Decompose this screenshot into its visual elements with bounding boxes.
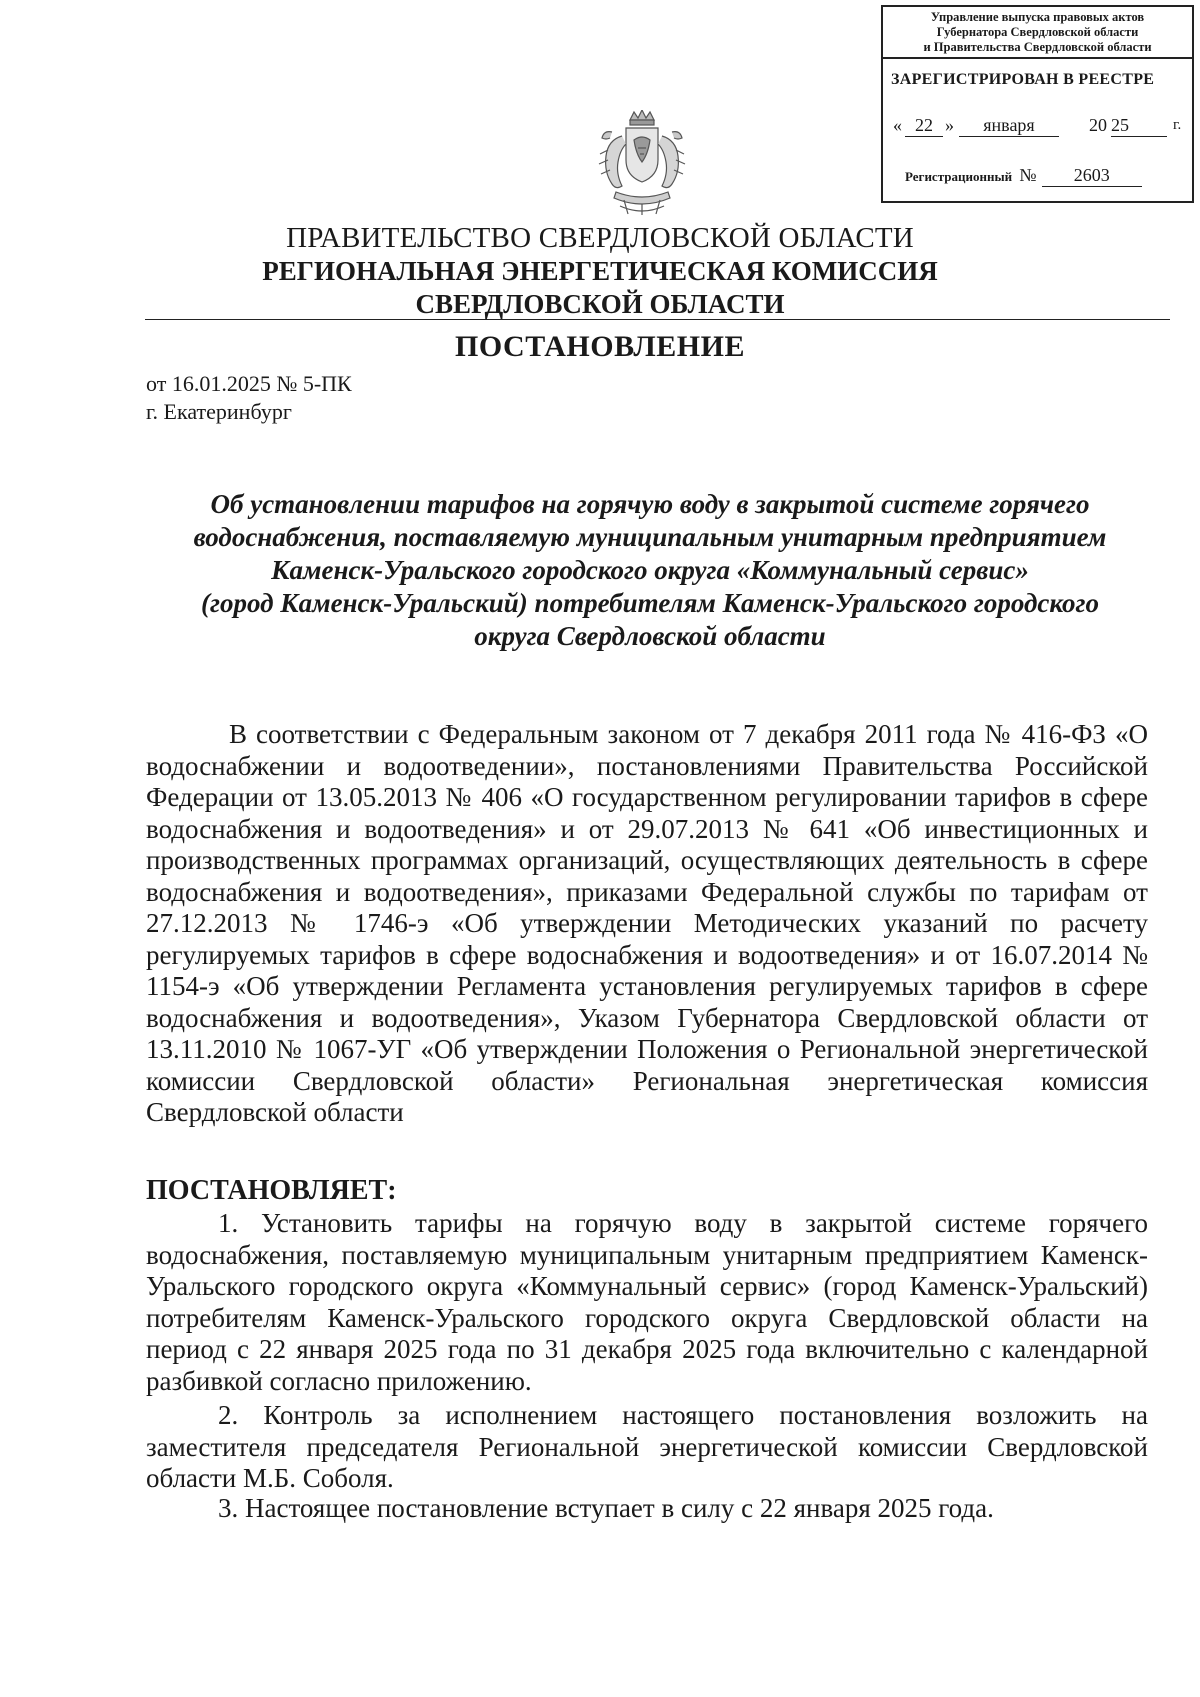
document-meta [146,370,352,426]
stamp-header [883,7,1192,59]
header-divider [145,319,1170,320]
item-2-paragraph: 2. Контроль за исполнением настоящего постановления возложить на заместителя председателя Региональной энергетической комиссии Свердловской области М.Б. Соболя. [146,1400,1148,1493]
document-date-number: от 16.01.2025 № 5-ПК [146,371,352,396]
stamp-reg-number: 2603 [1042,165,1142,187]
item-1-paragraph: 1. Установить тарифы на горячую воду в закрытой системе горячего водоснабжения, поставляемую муниципальным унитарным предприятием Каменск-Уральского городского округа «Коммунальный сервис» (город Каменск-Уральский) потребителям Каменск-Уральского городского округа Свердловской области на период с 22 января 2025 года по 31 декабря 2025 года включительно с календарной разбивкой согласно приложению. [146,1208,1148,1396]
document-type: ПОСТАНОВЛЕНИЕ [455,330,745,363]
stamp-year-unit: г. [1173,117,1182,133]
document-city: г. Екатеринбург [146,399,292,424]
government-title: ПРАВИТЕЛЬСТВО СВЕРДЛОВСКОЙ ОБЛАСТИ [286,222,914,254]
title-line: округа Свердловской области [474,621,826,651]
commission-title-line1: РЕГИОНАЛЬНАЯ ЭНЕРГЕТИЧЕСКАЯ КОМИССИЯ [262,256,938,286]
stamp-registered-label: ЗАРЕГИСТРИРОВАН В РЕЕСТРЕ [891,71,1155,88]
stamp-registration-number [905,165,1142,187]
title-line: Каменск-Уральского городского округа «Коммунальный сервис» [271,555,1029,585]
stamp-day: 22 [905,115,943,137]
stamp-header-line: Губернатора Свердловской области [936,25,1139,39]
stamp-header-line: Управление выпуска правовых актов [930,10,1145,24]
document-title [150,488,1150,653]
stamp-header-line: и Правительства Свердловской области [923,40,1152,54]
stamp-year-prefix: 20 [1089,115,1107,135]
title-line: (город Каменск-Уральский) потребителям Каменск-Уральского городского [201,588,1099,618]
stamp-month: января [959,115,1059,137]
registration-stamp: Управление выпуска правовых актов Губернатора Свердловской области и Правительства Свердловской области ЗАРЕГИСТРИРОВАН В РЕЕСТРЕ « 22 » января 20 25 г. Регистрационный № 2603 [881,5,1194,203]
title-line: водоснабжения, поставляемую муниципальным унитарным предприятием [193,522,1107,552]
sverdlovsk-coat-of-arms-icon [594,110,690,216]
item-3-paragraph: 3. Настоящее постановление вступает в силу с 22 января 2025 года. [218,1493,994,1523]
preamble-paragraph: В соответствии с Федеральным законом от 7 декабря 2011 года № 416-ФЗ «О водоснабжении и водоотведении», постановлениями Правительства Российской Федерации от 13.05.2013 № 406 «О государственном регулировании тарифов в сфере водоснабжения и водоотведения» и от 29.07.2013 № 641 «Об инвестиционных и производственных программах организаций, осуществляющих деятельность в сфере водоснабжения и водоотведения», приказами Федеральной службы по тарифам от 27.12.2013 № 1746-э «Об утверждении Методических указаний по расчету регулируемых тарифов в сфере водоснабжения и водоотведения» и от 16.07.2014 № 1154-э «Об утверждении Регламента установления регулируемых тарифов в сфере водоснабжения и водоотведения», Указом Губернатора Свердловской области от 13.11.2010 № 1067-УГ «Об утверждении Положения о Региональной энергетической комиссии Свердловской области» Региональная энергетическая комиссия Свердловской области [146,719,1148,1127]
stamp-year-suffix: 25 [1111,115,1167,137]
commission-title-line2: СВЕРДЛОВСКОЙ ОБЛАСТИ [415,289,785,319]
stamp-number-sign: № [1019,165,1037,185]
stamp-reg-label: Регистрационный [905,169,1013,184]
resolves-heading: ПОСТАНОВЛЯЕТ: [146,1175,397,1206]
title-line: Об установлении тарифов на горячую воду в закрытой системе горячего [210,489,1090,519]
